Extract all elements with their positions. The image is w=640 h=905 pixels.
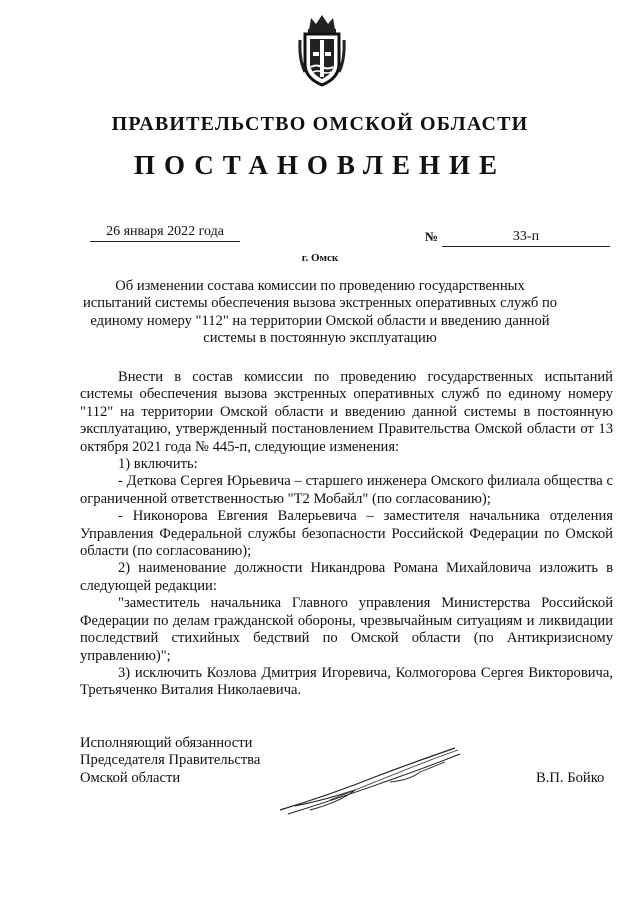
number-sign: № — [425, 229, 439, 244]
item-2-quote: "заместитель начальника Главного управления Министерства Российской Федерации по делам гражданской обороны, чрезвычайным ситуациям и ликвидации последствий стихийных бедствий по Омской области (по Антикризисному управлению)"; — [80, 595, 613, 664]
signatory-line-2: Председателя Правительства — [80, 752, 261, 769]
item-2: 2) наименование должности Никандрова Романа Михайловича изложить в следующей редакции: — [80, 560, 613, 594]
signatory-name: В.П. Бойко — [536, 770, 605, 786]
body-intro-paragraph: Внести в состав комиссии по проведению государственных испытаний системы обеспечения вызова экстренных оперативных служб по единому номеру "112" на территории Омской области и введению данной системы в постоянную эксплуатацию, утвержденный постановлением Правительства Омской области от 13 октября 2021 года № 445-п, следующие изменения: — [80, 369, 613, 455]
document-subject: Об изменении состава комиссии по проведению государственных испытаний системы обеспечения вызова экстренных оперативных служб по единому номеру "112" на территории Омской области и введению данной системы в постоянную эксплуатацию — [82, 278, 558, 346]
item-1: 1) включить: — [118, 456, 198, 473]
city-label: г. Омск — [301, 252, 339, 264]
signatory-line-1: Исполняющий обязанности — [80, 735, 253, 751]
document-body — [80, 369, 613, 700]
document-date: 26 января 2022 года — [90, 224, 240, 242]
item-1-person-b: - Никонорова Евгения Валерьевича – заместителя начальника отделения Управления Федеральной службы безопасности Российской Федерации по Омской области (по согласованию); — [80, 508, 613, 560]
item-1-person-a: - Деткова Сергея Юрьевича – старшего инженера Омского филиала общества с ограниченной ответственностью "Т2 Мобайл" (по согласованию); — [80, 473, 613, 507]
item-3: 3) исключить Козлова Дмитрия Игоревича, Колмогорова Сергея Викторовича, Третьяченко Виталия Николаевича. — [80, 664, 613, 699]
document-type-title: ПОСТАНОВЛЕНИЕ — [133, 150, 507, 180]
handwritten-signature — [270, 740, 465, 825]
document-number: 33-п — [442, 229, 610, 247]
coat-of-arms-emblem — [297, 12, 347, 88]
signatory-title — [80, 735, 260, 787]
signatory-line-3: Омской области — [80, 769, 181, 786]
government-title: ПРАВИТЕЛЬСТВО ОМСКОЙ ОБЛАСТИ — [111, 113, 529, 135]
